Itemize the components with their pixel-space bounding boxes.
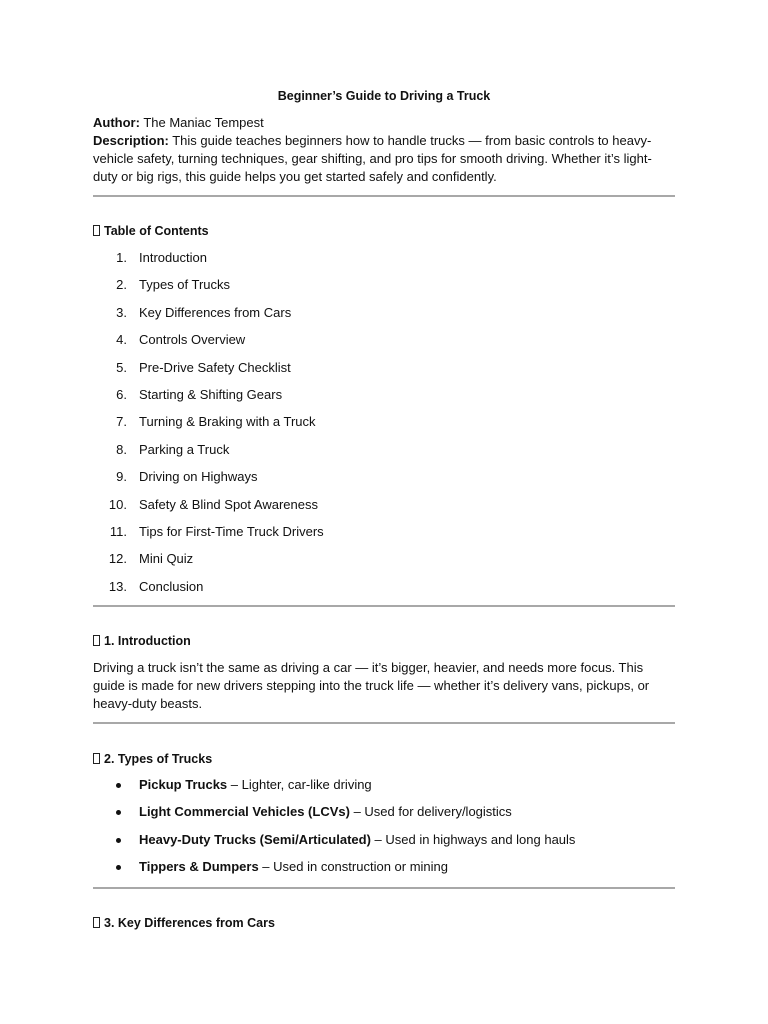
truck-type-desc: – Used for delivery/logistics [349,804,512,820]
section-heading-introduction [93,632,191,650]
toc-item-number: 2. [116,277,127,293]
toc-item-label: Tips for First-Time Truck Drivers [139,523,324,539]
differences-heading-label: 3. Key Differences from Cars [104,916,275,930]
toc-heading [93,222,209,240]
toc-item-number: 12. [108,551,127,567]
toc-item-label: Turning & Braking with a Truck [139,414,316,430]
introduction-paragraph: Driving a truck isn’t the same as driving a car — it’s bigger, heavier, and needs more focus. This guide is made for new drivers stepping into the truck life — whether it’s delivery vans, pickups, or heavy-duty beasts. [93,660,650,711]
box-icon [93,635,100,646]
bullet-icon [116,865,121,870]
box-icon [93,225,100,236]
toc-item-number: 4. [116,332,127,348]
divider [93,722,675,724]
truck-type-name: Heavy-Duty Trucks (Semi/Articulated) [139,831,371,847]
section-heading-types [93,750,212,768]
toc-item-number: 3. [116,304,127,320]
toc-item-label: Driving on Highways [139,469,258,485]
toc-item-label: Key Differences from Cars [139,304,292,320]
toc-item-label: Conclusion [139,578,204,594]
bullet-icon [116,838,121,843]
author-label: Author: [93,115,140,130]
description-label: Description: [93,133,169,148]
box-icon [93,753,100,764]
toc-item-number: 6. [116,386,127,402]
introduction-heading-label: 1. Introduction [104,634,191,648]
toc-item-label: Pre-Drive Safety Checklist [139,359,291,375]
toc-item-number: 7. [116,414,127,430]
toc-item-number: 10. [108,496,127,512]
section-heading-differences [93,914,275,932]
toc-item-label: Starting & Shifting Gears [139,386,283,402]
toc-item-number: 5. [116,359,127,375]
toc-item-number: 13. [108,578,127,594]
truck-type-name: Light Commercial Vehicles (LCVs) [139,804,350,820]
truck-type-desc: – Used in highways and long hauls [370,831,576,847]
toc-item-label: Introduction [139,250,207,265]
bullet-icon [116,810,121,815]
divider [93,887,675,889]
description-value: This guide teaches beginners how to handle trucks — from basic controls to heavy-vehicle safety, turning techniques, gear shifting, and pro tips for smooth driving. Whether it’s light-duty or big rigs, this guide helps you get started safely and confidently. [93,133,652,184]
truck-type-name: Tippers & Dumpers [139,859,259,875]
toc-heading-label: Table of Contents [104,224,209,238]
toc-item-label: Safety & Blind Spot Awareness [139,496,318,512]
truck-type-desc: – Used in construction or mining [258,859,448,875]
author-line [93,114,675,132]
box-icon [93,917,100,928]
author-value: The Maniac Tempest [139,115,264,130]
description-line [93,132,663,186]
toc-item-number: 8. [116,441,127,457]
toc-item-number: 11. [109,523,127,539]
types-heading-label: 2. Types of Trucks [104,752,213,766]
toc-item-label: Types of Trucks [139,277,231,293]
divider [93,605,675,607]
truck-type-name: Pickup Trucks [139,777,228,792]
toc-item-label: Controls Overview [139,332,246,348]
toc-item-number: 9. [116,469,127,485]
document-title: Beginner’s Guide to Driving a Truck [277,89,491,103]
divider [93,195,675,197]
toc-item-label: Parking a Truck [139,441,230,457]
truck-type-desc: – Lighter, car-like driving [227,777,372,792]
bullet-icon [116,783,121,788]
toc-item-label: Mini Quiz [139,551,194,567]
toc-item-number: 1. [116,250,127,265]
